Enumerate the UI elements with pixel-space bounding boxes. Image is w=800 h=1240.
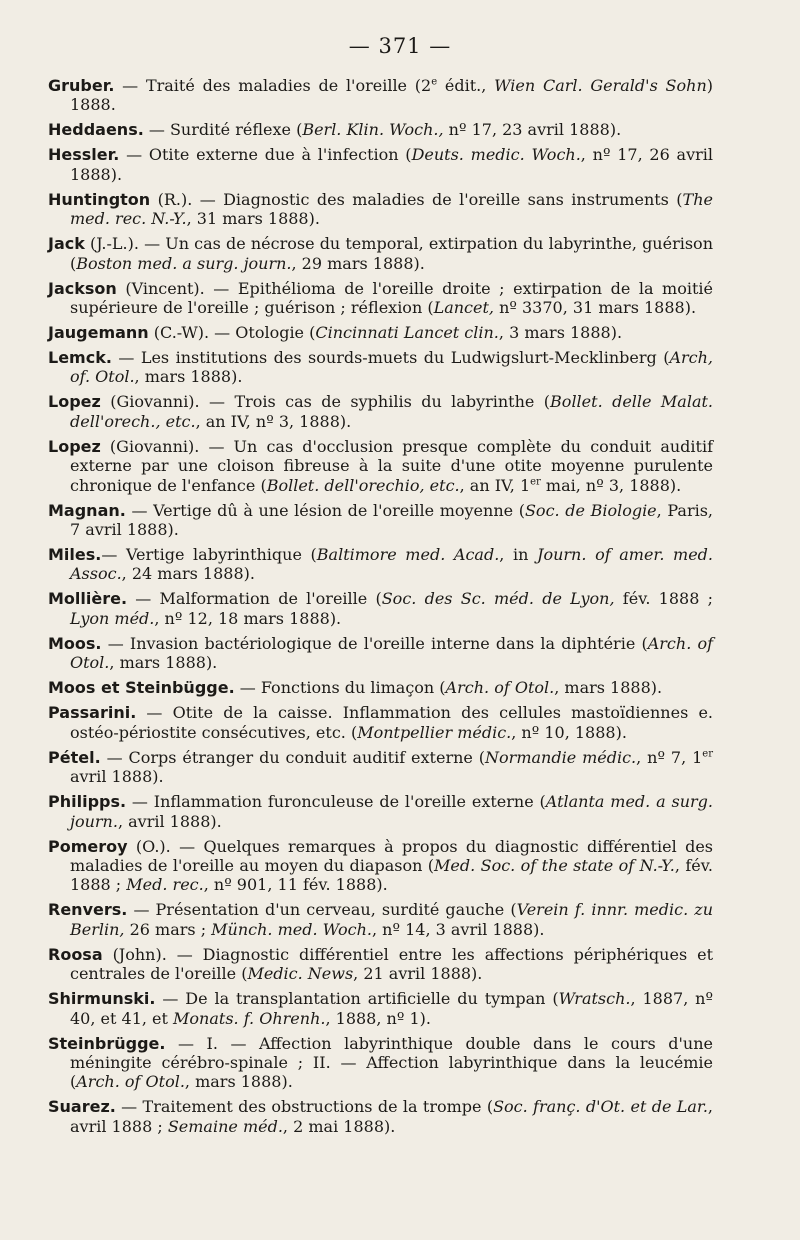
entry-text: — Fonctions du limaçon (	[234, 678, 446, 698]
entry-text: , an IV, nº 3, 1888).	[195, 411, 352, 431]
page-number: — 371 —	[348, 34, 452, 58]
bibliography-entry	[48, 748, 713, 787]
entry-text: — Surdité réflexe (	[143, 120, 303, 140]
entry-author: Pomeroy	[48, 836, 128, 856]
entry-journal: Arch, of. Otol.	[70, 348, 713, 387]
entry-text: , nº 10, 1888).	[511, 722, 627, 742]
bibliography-entry	[48, 145, 713, 184]
bibliography-entry	[48, 501, 713, 540]
entry-author: Jack	[48, 234, 85, 254]
entry-author: Mollière.	[48, 589, 128, 609]
entry-text: (Giovanni). — Un cas d'occlusion presque complète du conduit auditif externe par une cloison fibreuse à la suite d'une otite moyenne purulente chronique de l'enfance (	[70, 436, 713, 495]
entry-journal: Soc. des Sc. méd. de Lyon,	[381, 589, 615, 609]
entry-text: , nº 14, 3 avril 1888).	[372, 919, 545, 939]
bibliography-entry	[48, 792, 713, 831]
entry-text: , 1887, nº 40, et 41, et	[70, 989, 713, 1028]
bibliography-entry	[48, 945, 713, 984]
entry-journal: Verein f. innr. medic. zu Berlin,	[70, 900, 714, 939]
entry-journal: Berl. Klin. Woch.,	[302, 120, 444, 140]
entry-text: , mars 1888).	[134, 367, 243, 387]
entry-journal: Cincinnati Lancet clin.	[315, 323, 499, 343]
entry-text: , 3 mars 1888).	[498, 323, 623, 343]
entry-superscript: er	[702, 748, 713, 760]
entry-journal: Münch. med. Woch.	[211, 919, 372, 939]
bibliography-entry	[48, 703, 713, 742]
bibliography-entry	[48, 1034, 713, 1092]
entry-journal: Arch. of Otol.	[76, 1072, 185, 1092]
entry-text: , mars 1888).	[184, 1072, 293, 1092]
entry-text: , 29 mars 1888).	[291, 253, 425, 273]
entry-text: (Giovanni). — Trois cas de syphilis du labyrinthe (	[100, 392, 551, 412]
entry-author: Huntington	[48, 189, 151, 209]
entry-journal: Monats. f. Ohrenh.	[173, 1008, 326, 1028]
entry-author: Jaugemann	[48, 323, 149, 343]
entry-text: (J.-L.). — Un cas de nécrose du temporal, extirpation du labyrinthe, guérison (	[70, 234, 713, 273]
entry-text: , 31 mars 1888).	[186, 209, 320, 229]
entry-journal: Lyon méd.	[70, 608, 155, 628]
entry-journal: Lancet,	[433, 298, 494, 318]
entry-author: Suarez.	[48, 1097, 116, 1117]
bibliography-entry	[48, 392, 713, 431]
bibliography-entry	[48, 900, 713, 939]
entry-author: Hessler.	[48, 145, 120, 165]
bibliography-entry	[48, 323, 713, 342]
entry-text: édit.,	[437, 76, 495, 95]
entry-text: , avril 1888 ;	[70, 1097, 714, 1136]
entry-text: (R.). — Diagnostic des maladies de l'oreille sans instruments (	[150, 189, 683, 209]
entry-text: — Les institutions des sourds-muets du Ludwigslurt-Mecklinberg (	[111, 348, 670, 368]
bibliography-entry	[48, 120, 713, 139]
entry-journal: Deuts. medic. Woch.	[411, 145, 581, 165]
entry-text: , nº 12, 18 mars 1888).	[154, 608, 342, 628]
entry-text: (O.). — Quelques remarques à propos du diagnostic différentiel des maladies de l'oreille au moyen du diapason (	[70, 836, 713, 875]
entry-author: Lopez	[48, 436, 101, 456]
entry-text: , 24 mars 1888).	[121, 564, 255, 584]
entry-text: — Otite de la caisse. Inflammation des cellules mastoïdiennes e. ostéo-périostite consécutives, etc. (	[70, 703, 713, 742]
entry-text: , fév. 1888 ;	[70, 855, 713, 895]
entry-text: , mars 1888).	[109, 653, 218, 673]
bibliography-entry	[48, 545, 713, 584]
entry-text: — Malformation de l'oreille (	[127, 589, 382, 609]
entry-text: mai, nº 3, 1888).	[540, 475, 682, 495]
entry-text: (Vincent). — Epithélioma de l'oreille droite ; extirpation de la moitié supérieure de l'oreille ; guérison ; réflexion (	[70, 278, 713, 318]
entry-journal: Boston med. a surg. journ.	[76, 253, 292, 273]
bibliography-list	[48, 76, 713, 1142]
entry-author: Moos et Steinbügge.	[48, 678, 235, 698]
bibliography-entry	[48, 234, 713, 273]
entry-text: , mars 1888).	[554, 678, 663, 698]
entry-author: Renvers.	[48, 900, 128, 920]
entry-text: , nº 17, 26 avril 1888).	[70, 145, 714, 184]
bibliography-entry	[48, 634, 713, 673]
entry-text: , avril 1888).	[117, 811, 222, 831]
entry-superscript: e	[431, 76, 438, 88]
bibliography-entry	[48, 76, 713, 115]
entry-author: Lemck.	[48, 348, 112, 368]
entry-journal: Medic. News	[247, 964, 354, 984]
entry-text: — Inflammation furonculeuse de l'oreille externe (	[126, 792, 546, 812]
entry-journal: Soc. de Biologie	[524, 500, 657, 520]
entry-journal: Wien Carl. Gerald's Sohn	[494, 76, 707, 95]
entry-author: Moos.	[48, 633, 102, 653]
entry-text: , 21 avril 1888).	[353, 964, 483, 984]
bibliography-entry	[48, 1097, 713, 1136]
entry-author: Magnan.	[48, 500, 126, 520]
entry-journal: Arch. of Otol.	[70, 633, 714, 673]
entry-author: Miles.	[48, 545, 102, 565]
entry-author: Passarini.	[48, 703, 137, 723]
entry-text: — Vertige labyrinthique (	[101, 545, 317, 565]
entry-text: nº 3370, 31 mars 1888).	[494, 298, 697, 318]
entry-text: — Invasion bactériologique de l'oreille interne dans la diphtérie (	[101, 633, 648, 653]
entry-author: Roosa	[48, 944, 103, 964]
entry-journal: Arch. of Otol.	[445, 678, 555, 698]
entry-author: Shirmunski.	[48, 989, 156, 1009]
bibliography-entry	[48, 837, 713, 895]
bibliography-entry	[48, 437, 713, 495]
entry-text: , Paris, 7 avril 1888).	[70, 500, 714, 540]
bibliography-entry	[48, 989, 713, 1028]
entry-text: , nº 901, 11 fév. 1888).	[203, 875, 388, 895]
entry-text: — Traitement des obstructions de la trompe (	[115, 1097, 494, 1117]
entry-journal: Atlanta med. a surg. journ.	[70, 792, 714, 831]
entry-text: (C.-W). — Otologie (	[148, 323, 316, 343]
entry-text: , 1888, nº 1).	[325, 1008, 431, 1028]
entry-journal: Montpellier médic.	[357, 722, 512, 742]
entry-text: , in	[499, 545, 538, 565]
entry-text: fév. 1888 ;	[614, 589, 714, 609]
entry-journal: Journ. of amer. med. Assoc.	[70, 545, 713, 584]
entry-text: , 2 mai 1888).	[282, 1116, 396, 1136]
entry-author: Lopez	[48, 392, 101, 412]
entry-text: — Vertige dû à une lésion de l'oreille moyenne (	[125, 500, 525, 520]
entry-text: — Traité des maladies de l'oreille (2	[114, 76, 432, 95]
entry-text: — Corps étranger du conduit auditif externe (	[100, 747, 486, 767]
entry-text: , an IV, 1	[459, 475, 531, 495]
entry-text: — I. — Affection labyrinthique double dans le cours d'une méningite cérébro-spinale ; II. — Affection labyrinthique dans la leucémie (	[70, 1033, 713, 1092]
entry-journal: Baltimore med. Acad.	[316, 545, 500, 565]
entry-journal: The med. rec. N.-Y.	[70, 189, 713, 229]
bibliography-entry	[48, 190, 713, 229]
entry-author: Pétel.	[48, 747, 101, 767]
entry-journal: Semaine méd.	[167, 1116, 283, 1136]
entry-text: — Otite externe due à l'infection (	[119, 145, 412, 165]
entry-author: Heddaens.	[48, 120, 144, 140]
entry-journal: Normandie médic.	[485, 747, 637, 767]
entry-journal: Med. rec.	[126, 875, 204, 895]
entry-journal: Med. Soc. of the state of N.-Y.	[434, 855, 675, 875]
entry-text: , nº 7, 1	[636, 747, 703, 767]
bibliography-entry	[48, 348, 713, 387]
entry-text: avril 1888).	[70, 767, 164, 787]
bibliography-entry	[48, 279, 713, 318]
entry-text: — De la transplantation artificielle du tympan (	[155, 989, 559, 1009]
entry-journal: Wratsch.	[558, 989, 631, 1009]
entry-journal: Soc. franç. d'Ot. et de Lar.	[493, 1097, 708, 1117]
bibliography-entry	[48, 678, 713, 697]
entry-author: Philipps.	[48, 792, 127, 812]
entry-author: Jackson	[48, 278, 117, 298]
entry-text: (John). — Diagnostic différentiel entre les affections périphériques et centrales de l'oreille (	[70, 944, 713, 984]
entry-journal: Bollet. dell'orechio, etc.	[266, 475, 460, 495]
entry-journal: Bollet. delle Malat. dell'orech., etc.	[70, 392, 713, 431]
entry-text: nº 17, 23 avril 1888).	[443, 120, 622, 140]
entry-author: Steinbrügge.	[48, 1033, 166, 1053]
entry-author: Gruber.	[48, 76, 115, 95]
entry-superscript: er	[530, 476, 541, 488]
entry-text: ) 1888.	[70, 76, 714, 115]
entry-text: — Présentation d'un cerveau, surdité gauche (	[127, 900, 517, 920]
bibliography-entry	[48, 589, 713, 628]
entry-text: 26 mars ;	[124, 919, 212, 939]
